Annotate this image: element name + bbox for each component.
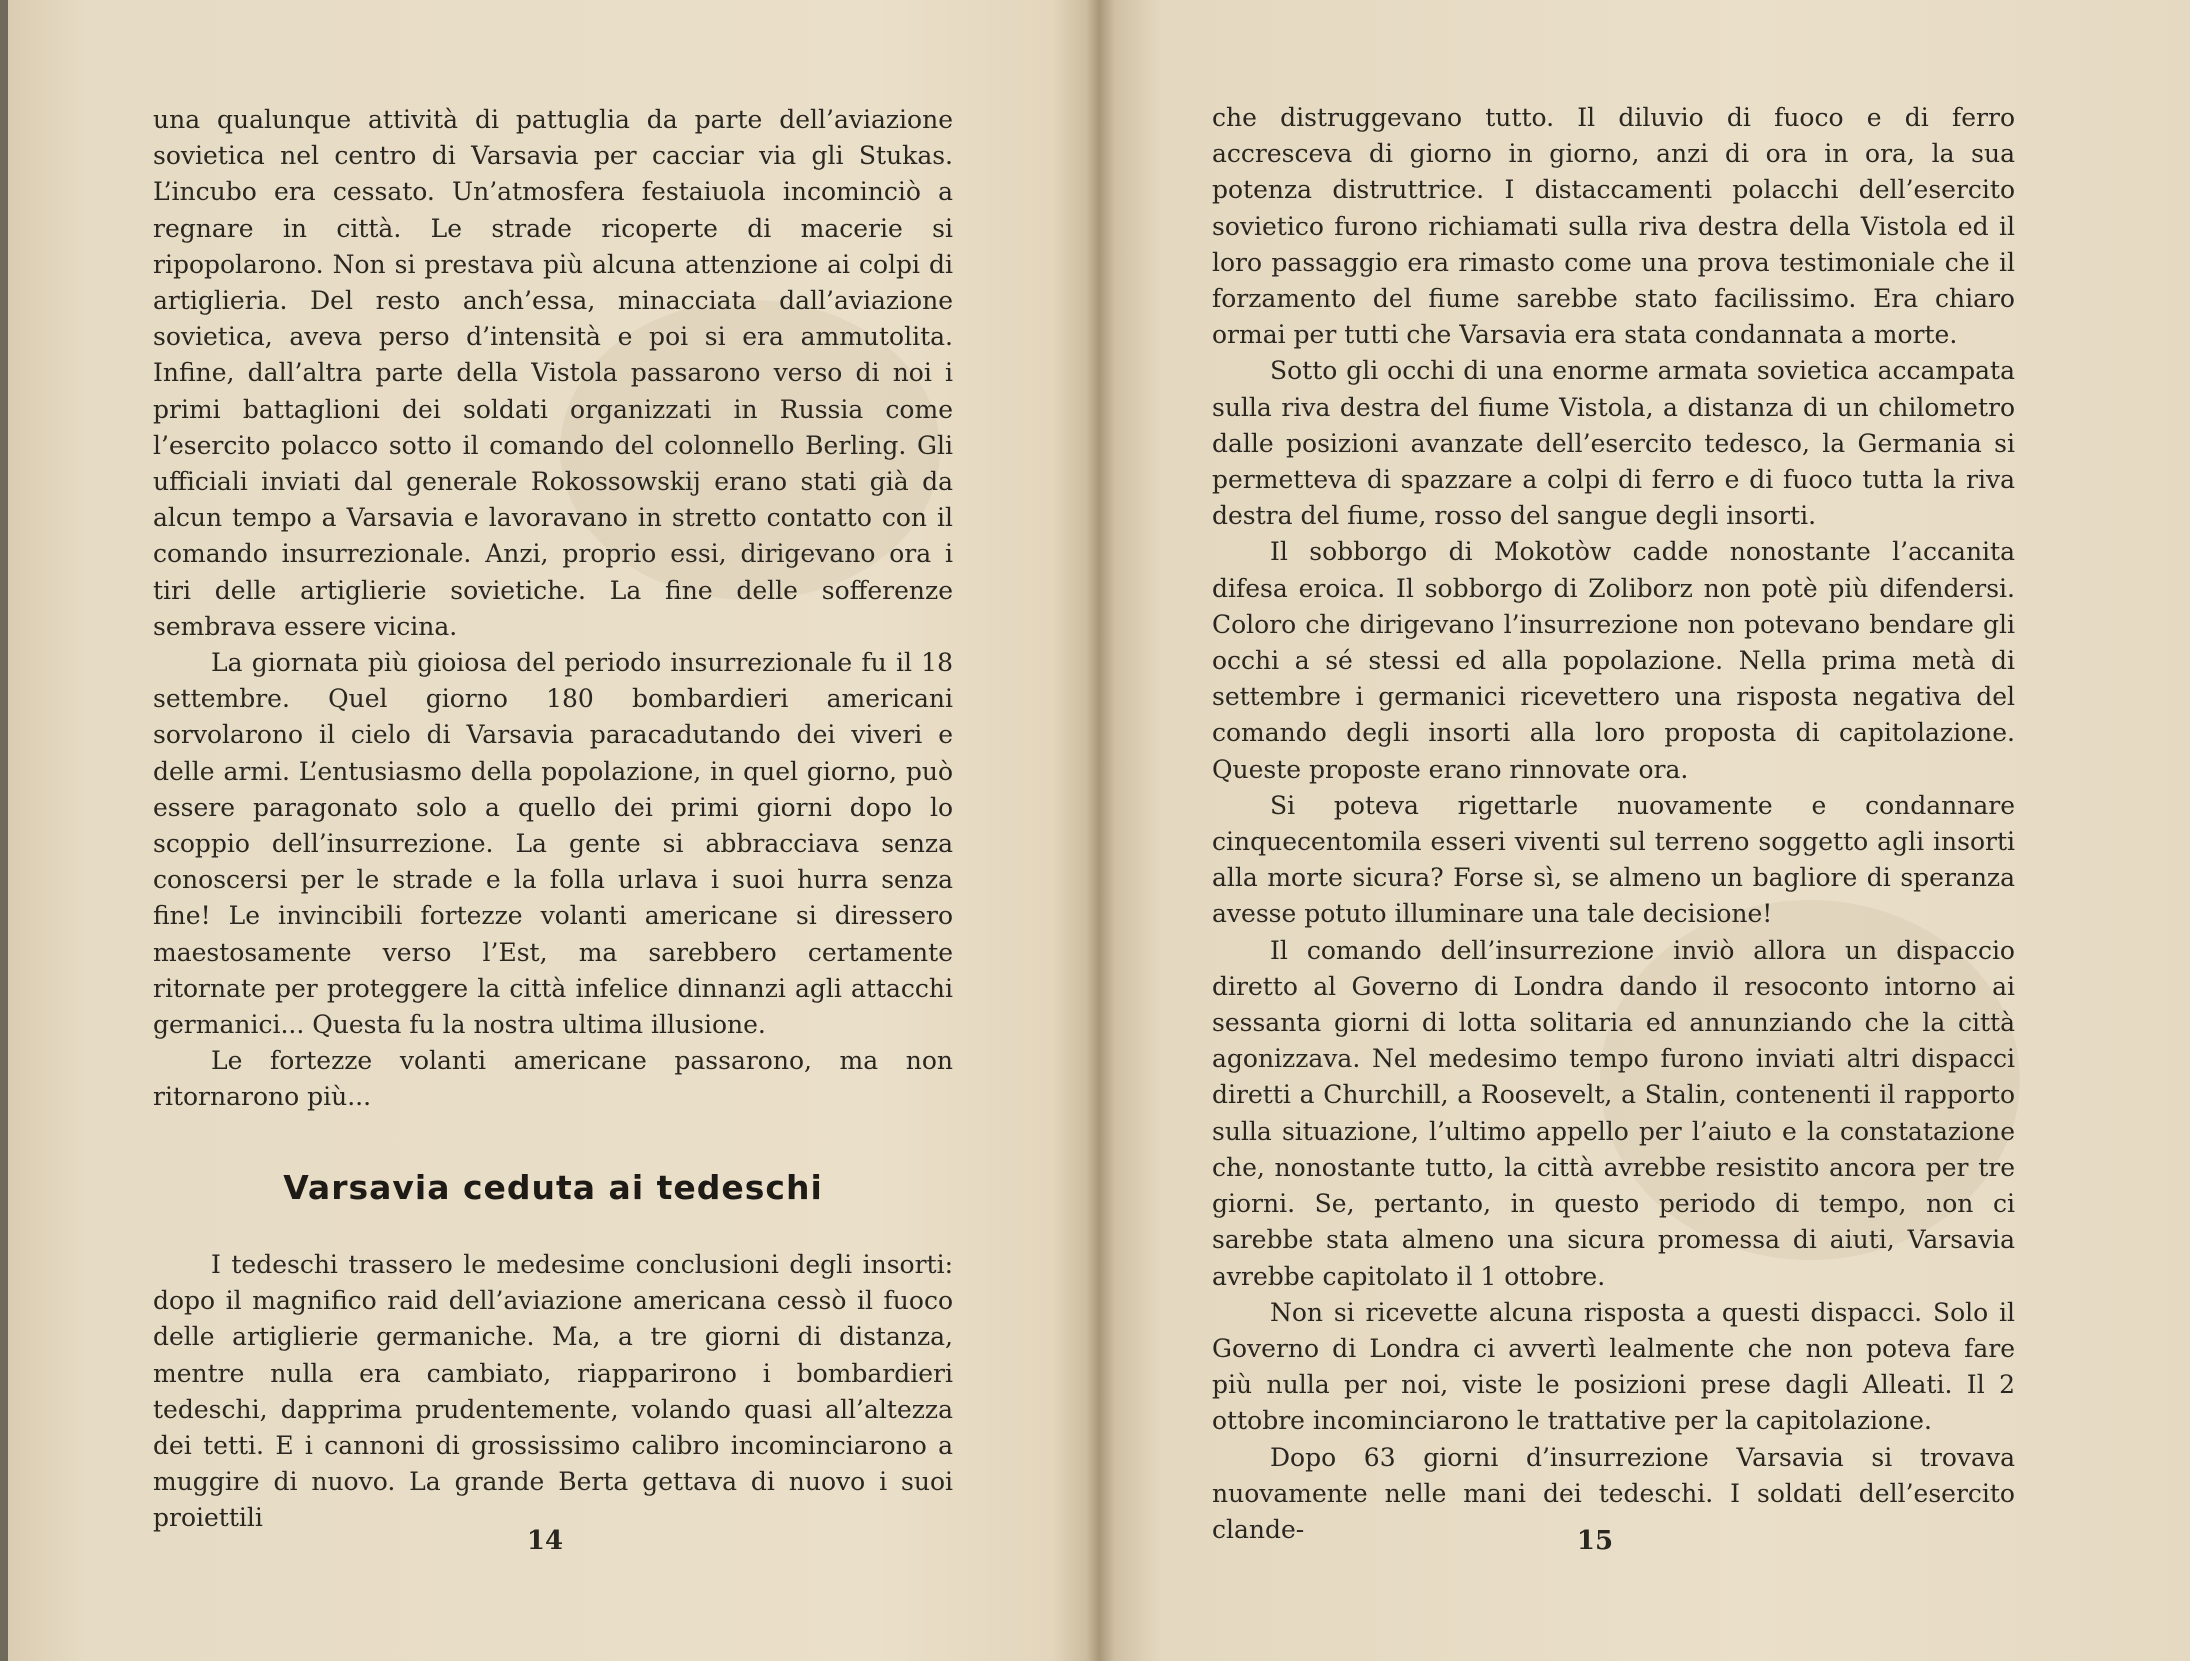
paragraph: Non si ricevette alcuna risposta a questi dispacci. Solo il Governo di Londra ci avvertì lealmente che non poteva fare più nulla per noi, viste le posizioni prese dagli Alleati. Il 2 ottobre incominciarono le trattative per la capitolazione. — [1212, 1297, 2015, 1436]
paragraph: che distruggevano tutto. Il diluvio di fuoco e di ferro accresceva di giorno in giorno, anzi di ora in ora, la sua potenza distruttrice. I distaccamenti polacchi dell’esercito sovietico furono richiamati sulla riva destra della Vistola ed il loro passaggio era rimasto come una prova testimoniale che il forzamento del fiume sarebbe stato facilissimo. Era chiaro ormai per tutti che Varsavia era stata condannata a morte. — [1212, 103, 2015, 350]
left-page-body-top — [153, 102, 953, 1116]
paragraph: una qualunque attività di pattuglia da parte dell’aviazione sovietica nel centro di Varsavia per cacciar via gli Stukas. L’incubo era cessato. Un’atmosfera festaiuola incominciò a regnare in città. Le strade ricoperte di macerie si ripopolarono. Non si prestava più alcuna attenzione ai colpi di artiglieria. Del resto anch’essa, minacciata dall’aviazione sovietica, aveva perso d’intensità e poi si era ammutolita. Infine, dall’altra parte della Vistola passarono verso di noi i primi battaglioni dei soldati organizzati in Russia come l’esercito polacco sotto il comando del colonnello Berling. Gli ufficiali inviati dal generale Rokossowskij erano stati già da alcun tempo a Varsavia e lavoravano in stretto contatto con il comando insurrezionale. Anzi, proprio essi, dirigevano ora i tiri delle artiglierie sovietiche. La fine delle sofferenze sembrava essere vicina. — [153, 105, 953, 641]
paragraph: Il sobborgo di Mokotòw cadde nonostante l’accanita difesa eroica. Il sobborgo di Zoliborz non potè più difendersi. Coloro che dirigevano l’insurrezione non potevano bendare gli occhi a sé stessi ed alla popolazione. Nella prima metà di settembre i germanici ricevettero una risposta negativa del comando degli insorti alla loro proposta di capitolazione. Queste proposte erano rinnovate ora. — [1212, 537, 2015, 784]
paragraph: I tedeschi trassero le medesime conclusioni degli insorti: dopo il magnifico raid dell’aviazione americana cessò il fuoco delle artiglierie germaniche. Ma, a tre giorni di distanza, mentre nulla era cambiato, riapparirono i bombardieri tedeschi, dapprima prudentemente, volando quasi all’altezza dei tetti. E i cannoni di grossissimo calibro incominciarono a muggire di nuovo. La grande Berta gettava di nuovo i suoi proiettili — [153, 1250, 953, 1533]
paragraph: Il comando dell’insurrezione inviò allora un dispaccio diretto al Governo di Londra dando il resoconto intorno ai sessanta giorni di lotta solitaria ed annunziando che la città agonizzava. Nel medesimo tempo furono inviati altri dispacci diretti a Churchill, a Roosevelt, a Stalin, contenenti il rapporto sulla situazione, l’ultimo appello per l’aiuto e la constatazione che, nonostante tutto, la città avrebbe resistito ancora per tre giorni. Se, pertanto, in questo periodo di tempo, non ci sarebbe stata almeno una sicura promessa di aiuti, Varsavia avrebbe capitolato il 1 ottobre. — [1212, 935, 2015, 1291]
page-number: 14 — [526, 1526, 564, 1556]
paragraph: Sotto gli occhi di una enorme armata sovietica accampata sulla riva destra del fiume Vistola, a distanza di un chilometro dalle posizioni avanzate dell’esercito tedesco, la Germania si permetteva di spazzare a colpi di ferro e di fuoco tutta la riva destra del fiume, rosso del sangue degli insorti. — [1212, 356, 2015, 531]
right-page — [1095, 0, 2190, 1661]
paragraph: Dopo 63 giorni d’insurrezione Varsavia si trovava nuovamente nelle mani dei tedeschi. I soldati dell’esercito clande- — [1212, 1442, 2015, 1544]
right-page-body — [1212, 100, 2015, 1548]
paragraph: Si poteva rigettarle nuovamente e condannare cinquecentomila esseri viventi sul terreno soggetto agli insorti alla morte sicura? Forse sì, se almeno un bagliore di speranza avesse potuto illuminare una tale decisione! — [1212, 790, 2015, 929]
paragraph: La giornata più gioiosa del periodo insurrezionale fu il 18 settembre. Quel giorno 180 bombardieri americani sorvolarono il cielo di Varsavia paracadutando dei viveri e delle armi. L’entusiasmo della popolazione, in quel giorno, può essere paragonato solo a quello dei primi giorni dopo lo scoppio dell’insurrezione. La gente si abbracciava senza conoscersi per le strade e la folla urlava i suoi hurra senza fine! Le invincibili fortezze volanti americane si diressero maestosamente verso l’Est, ma sarebbero certamente ritornate per proteggere la città infelice dinnanzi agli attacchi germanici... Questa fu la nostra ultima illusione. — [153, 648, 953, 1040]
paragraph: Le fortezze volanti americane passarono, ma non ritornarono più... — [153, 1046, 953, 1112]
section-heading: Varsavia ceduta ai tedeschi — [283, 1168, 823, 1207]
page-number: 15 — [1576, 1526, 1614, 1556]
left-page-body-bottom — [153, 1247, 953, 1537]
